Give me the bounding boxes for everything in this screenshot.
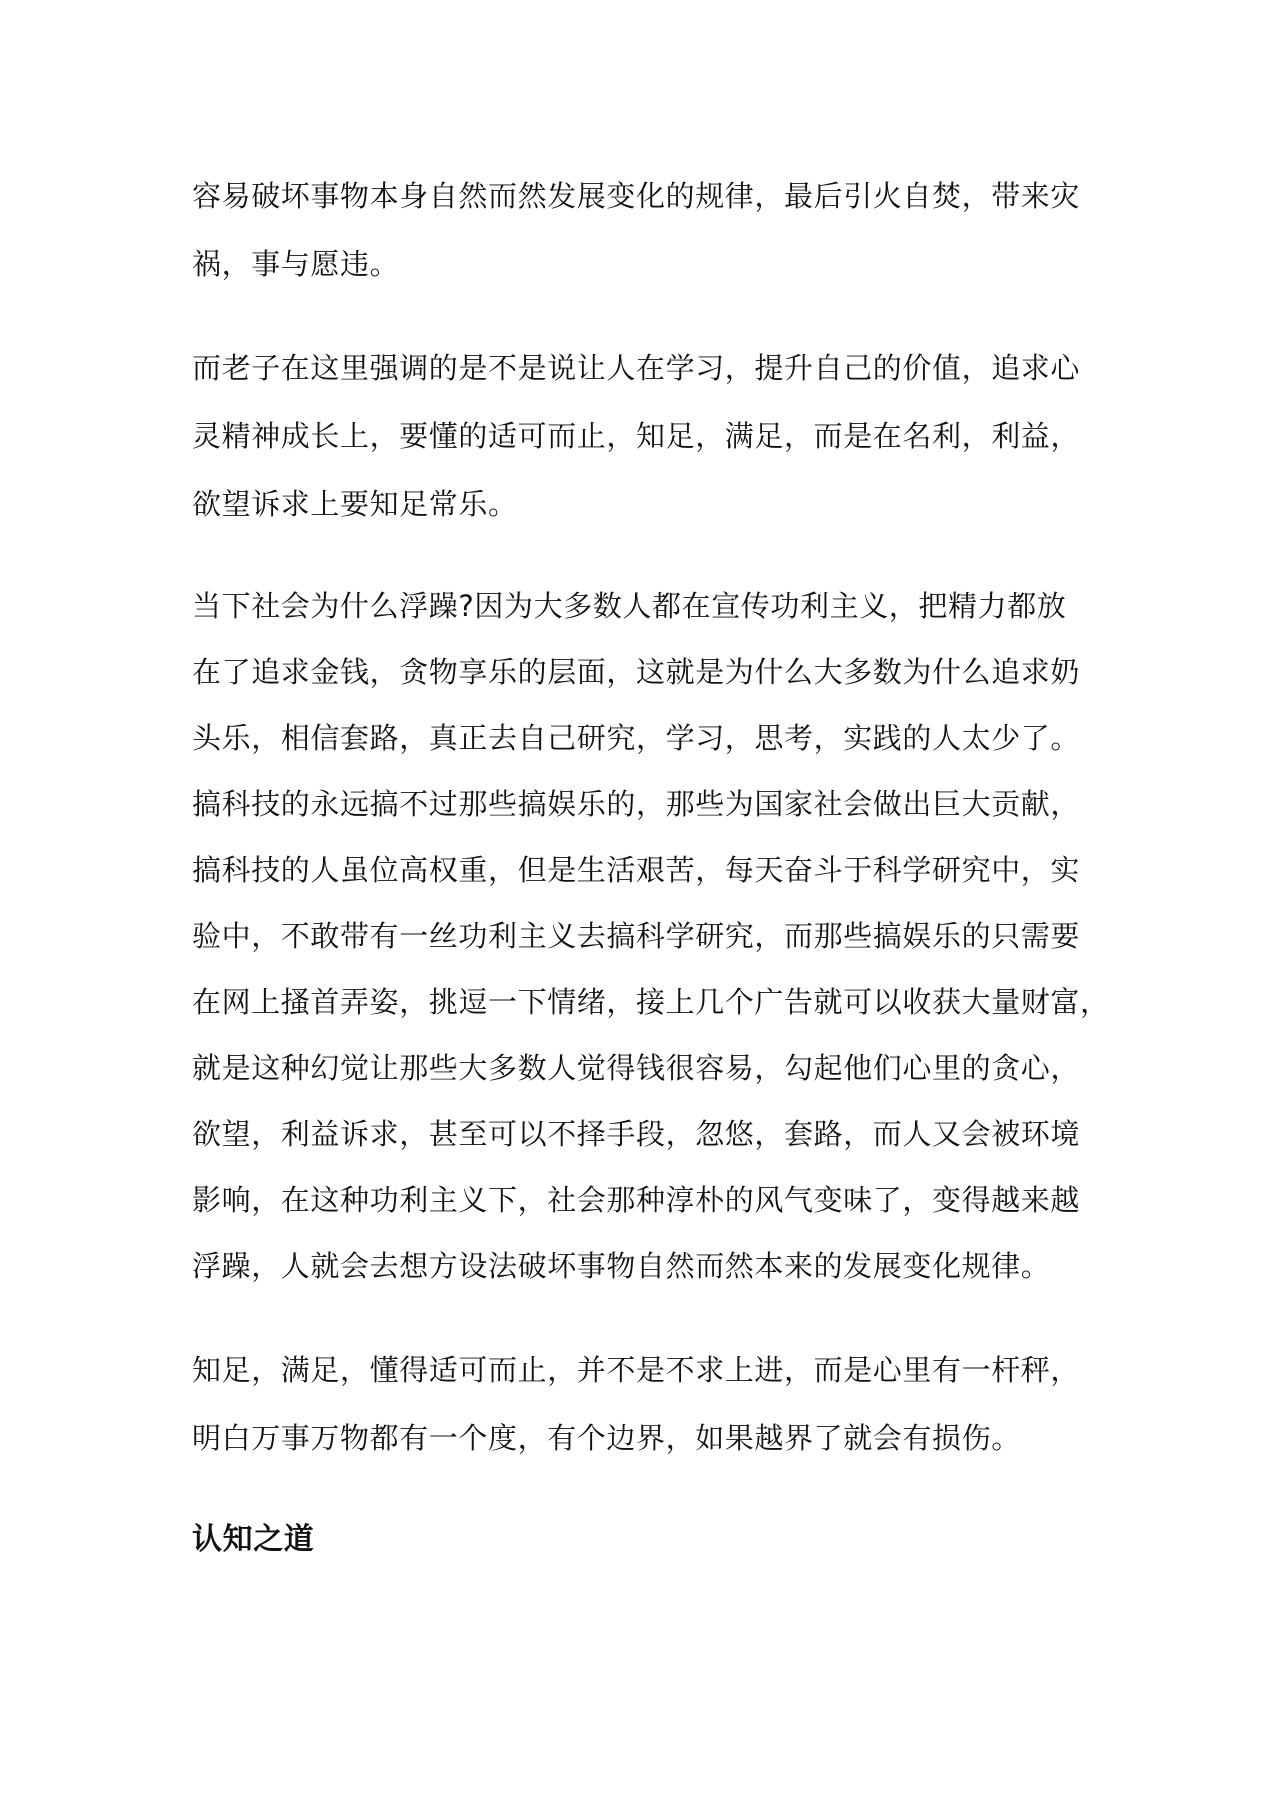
paragraph-4-line-1: 知足，满足，懂得适可而止，并不是不求上进，而是心里有一杆秤， (192, 1353, 1081, 1387)
paragraph-3-line-5: 搞科技的人虽位高权重，但是生活艰苦，每天奋斗于科学研究中，实 (192, 853, 1081, 887)
paragraph-2-line-1: 而老子在这里强调的是不是说让人在学习，提升自己的价值，追求心 (192, 351, 1081, 385)
paragraph-3-line-9: 欲望，利益诉求，甚至可以不择手段，忽悠，套路，而人又会被环境 (192, 1117, 1081, 1151)
paragraph-3-line-11: 浮躁，人就会去想方设法破坏事物自然而然本来的发展变化规律。 (192, 1249, 1051, 1283)
paragraph-4-line-2: 明白万事万物都有一个度，有个边界，如果越界了就会有损伤。 (192, 1421, 1021, 1455)
paragraph-1-line-2: 祸，事与愿违。 (192, 247, 400, 281)
paragraph-3-line-7: 在网上搔首弄姿，挑逗一下情绪，接上几个广告就可以收获大量财富， (192, 985, 1110, 1019)
paragraph-1-line-1: 容易破坏事物本身自然而然发展变化的规律，最后引火自焚，带来灾 (192, 179, 1081, 213)
paragraph-3-line-6: 验中，不敢带有一丝功利主义去搞科学研究，而那些搞娱乐的只需要 (192, 919, 1081, 953)
paragraph-3-line-1: 当下社会为什么浮躁?因为大多数人都在宣传功利主义，把精力都放 (192, 589, 1067, 623)
paragraph-3-line-4: 搞科技的永远搞不过那些搞娱乐的，那些为国家社会做出巨大贡献， (192, 787, 1081, 821)
paragraph-3-line-10: 影响，在这种功利主义下，社会那种淳朴的风气变味了，变得越来越 (192, 1183, 1081, 1217)
paragraph-3-line-2: 在了追求金钱，贪物享乐的层面，这就是为什么大多数为什么追求奶 (192, 655, 1081, 689)
paragraph-2-line-3: 欲望诉求上要知足常乐。 (192, 487, 518, 521)
paragraph-2-line-2: 灵精神成长上，要懂的适可而止，知足，满足，而是在名利，利益， (192, 419, 1081, 453)
section-heading: 认知之道 (192, 1522, 315, 1557)
paragraph-3-line-8: 就是这种幻觉让那些大多数人觉得钱很容易，勾起他们心里的贪心， (192, 1051, 1081, 1085)
paragraph-3-line-3: 头乐，相信套路，真正去自己研究，学习，思考，实践的人太少了。 (192, 721, 1081, 755)
